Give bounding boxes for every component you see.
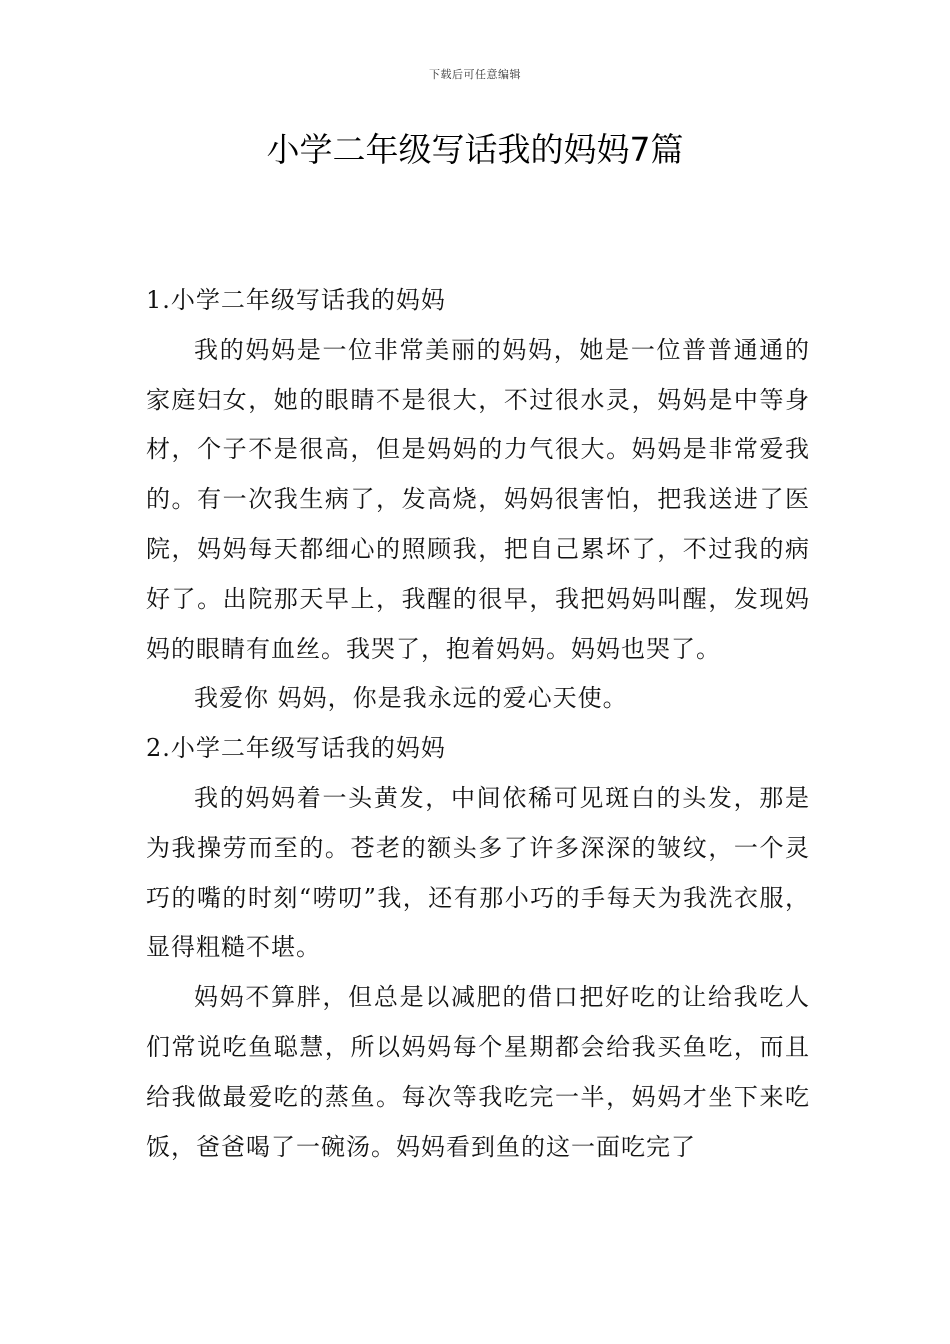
section-1-paragraph-2: 我爱你 妈妈，你是我永远的爱心天使。 xyxy=(194,684,628,713)
document-title: 小学二年级写话我的妈妈7篇 xyxy=(266,130,684,169)
section-2-paragraph-2: 妈妈不算胖，但总是以减肥的借口把好吃的让给我吃人们常说吃鱼聪慧，所以妈妈每个星期都会给我买鱼吃，而且给我做最爱吃的蒸鱼。每次等我吃完一半，妈妈才坐下来吃饭，爸爸喝了一碗汤。妈妈看到鱼的这一面吃完了 xyxy=(146,983,810,1161)
section-2-paragraph-1: 我的妈妈着一头黄发，中间依稀可见斑白的头发，那是为我操劳而至的。苍老的额头多了许多深深的皱纹，一个灵巧的嘴的时刻“唠叨”我，还有那小巧的手每天为我洗衣服，显得粗糙不堪。 xyxy=(146,783,810,962)
section-heading-2: 2.小学二年级写话我的妈妈 xyxy=(146,734,446,763)
document-body xyxy=(146,276,810,1172)
section-heading-1: 1.小学二年级写话我的妈妈 xyxy=(146,286,446,314)
section-1-paragraph-1: 我的妈妈是一位非常美丽的妈妈，她是一位普普通通的家庭妇女，她的眼睛不是很大，不过很水灵，妈妈是中等身材，个子不是很高，但是妈妈的力气很大。妈妈是非常爱我的。有一次我生病了，发高烧，妈妈很害怕，把我送进了医院，妈妈每天都细心的照顾我，把自己累坏了，不过我的病好了。出院那天早上，我醒的很早，我把妈妈叫醒，发现妈妈的眼睛有血丝。我哭了，抱着妈妈。妈妈也哭了。 xyxy=(146,335,810,663)
header-note: 下载后可任意编辑 xyxy=(429,68,521,81)
